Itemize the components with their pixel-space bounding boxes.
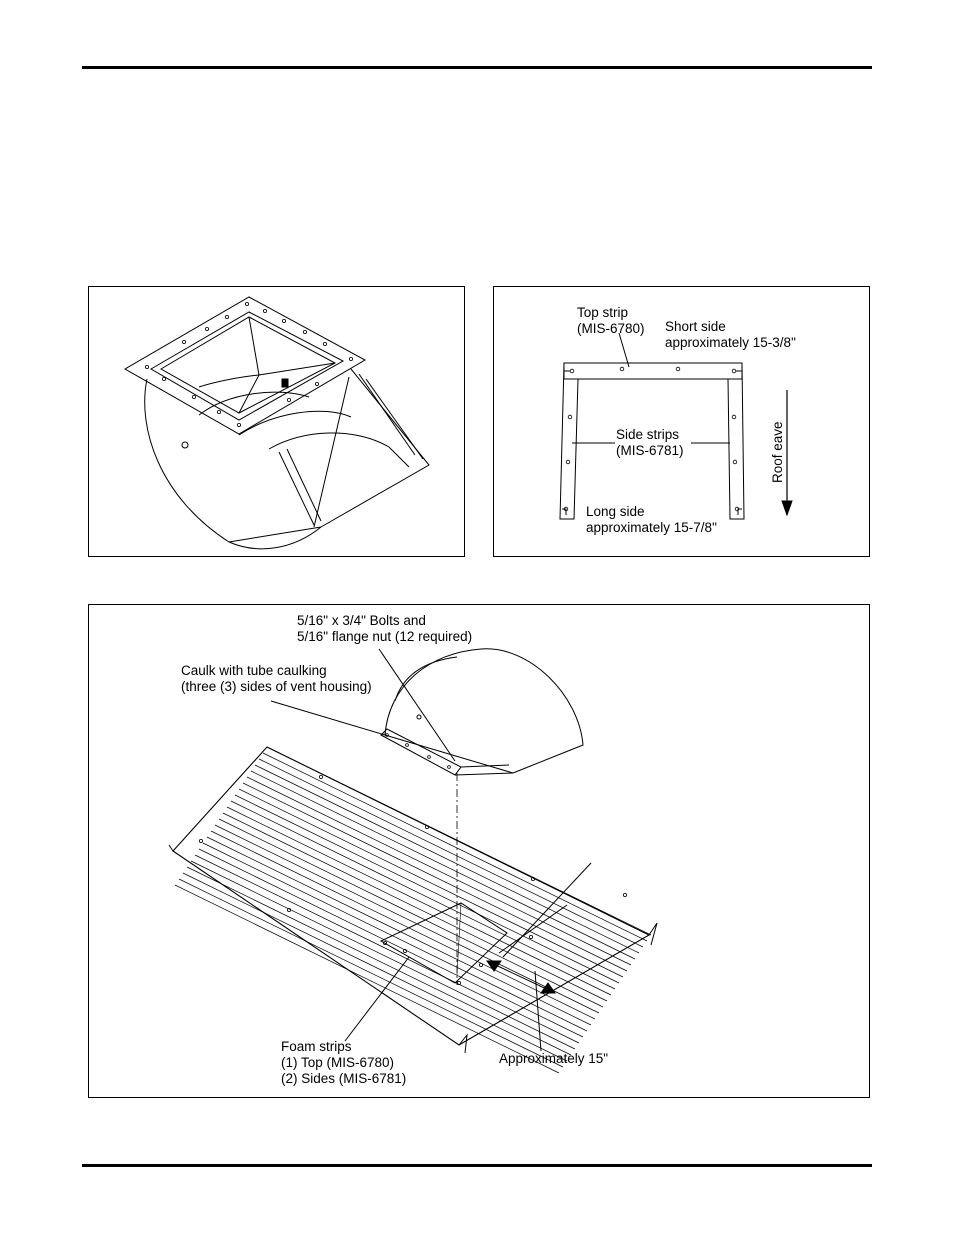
vent-housing-drawing xyxy=(89,287,466,558)
roof-install-figure xyxy=(88,604,870,1098)
vent-housing-figure xyxy=(88,286,465,557)
side-strips-part: (MIS-6781) xyxy=(616,443,684,458)
footer-rule xyxy=(82,1164,872,1167)
top-strip-label: Top strip xyxy=(577,305,629,320)
bolts-label-line1: 5/16" x 3/4" Bolts and xyxy=(297,613,426,628)
foam-strip-figure xyxy=(493,286,870,557)
short-side-dim: approximately 15-3/8" xyxy=(665,335,796,350)
approx-dimension-label: Approximately 15" xyxy=(499,1051,609,1066)
caulk-label-line2: (three (3) sides of vent housing) xyxy=(181,679,372,694)
short-side-label: Short side xyxy=(665,319,726,334)
foam-strips-label-line2: (1) Top (MIS-6780) xyxy=(281,1055,395,1070)
long-side-label: Long side xyxy=(586,504,645,519)
top-strip-part: (MIS-6780) xyxy=(577,321,645,336)
side-strips-label: Side strips xyxy=(616,427,680,442)
long-side-dim: approximately 15-7/8" xyxy=(586,520,717,535)
caulk-label-line1: Caulk with tube caulking xyxy=(181,663,327,678)
roof-eave-label: Roof eave xyxy=(770,421,785,483)
foam-strips-label-line1: Foam strips xyxy=(281,1039,352,1054)
header-rule xyxy=(82,66,872,69)
foam-strips-label-line3: (2) Sides (MIS-6781) xyxy=(281,1071,407,1086)
bolts-label-line2: 5/16" flange nut (12 required) xyxy=(297,629,473,644)
